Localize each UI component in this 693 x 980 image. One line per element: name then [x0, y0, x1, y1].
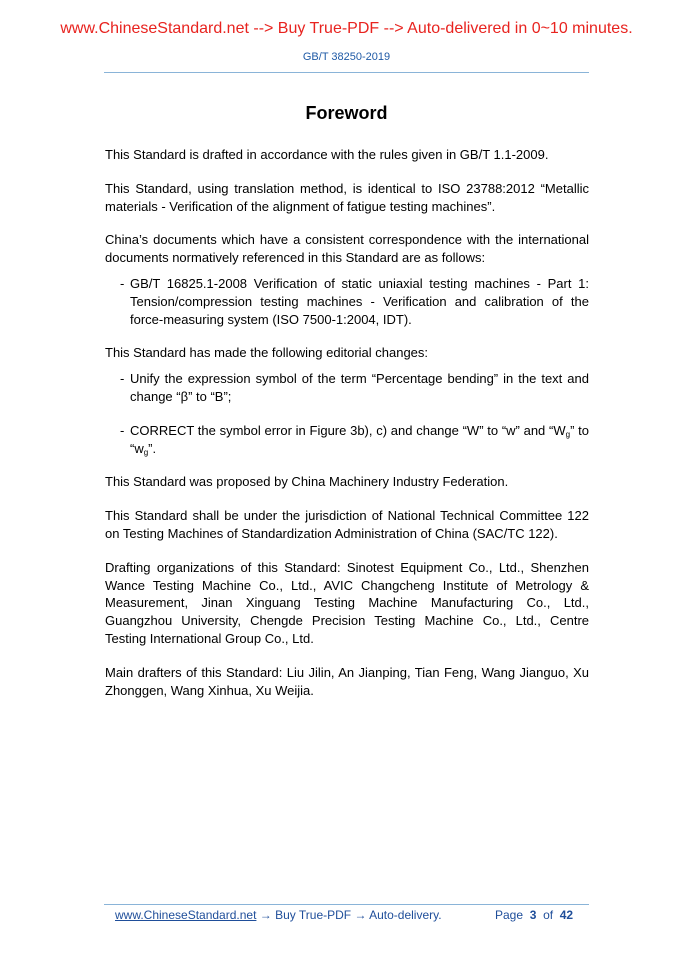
list-dash: -	[120, 422, 125, 438]
paragraph-drafting-rules: This Standard is drafted in accordance with the rules given in GB/T 1.1-2009.	[105, 147, 549, 162]
reference-text: GB/T 16825.1-2008 Verification of static uniaxial testing machines - Part 1: Tension/compression testing machines - Verification and calibration of the force-measuring system (ISO 7500-1:2004, IDT).	[130, 275, 589, 327]
footer-website-link[interactable]: www.ChineseStandard.net	[115, 908, 257, 922]
paragraph-identical-iso: This Standard, using translation method, is identical to ISO 23788:2012 “Metallic materials - Verification of the alignment of fatigue testing machines”.	[105, 180, 589, 214]
page-total: 42	[559, 908, 574, 922]
page-title: Foreword	[305, 103, 388, 123]
page-indicator: Page 3 of 42	[495, 908, 574, 922]
paragraph-drafting-organizations: Drafting organizations of this Standard: Sinotest Equipment Co., Ltd., Shenzhen Wance Testing Machine Co., Ltd., AVIC Changcheng Institute of Metrology & Measurement, Jinan Xinguang Testing Machine Manufacturing Co., Ltd., Guangzhou University, Chengde Precision Testing Machine Co., Ltd., Centre Testing International Group Co., Ltd.	[105, 559, 589, 646]
footer-divider	[104, 904, 589, 905]
list-dash: -	[120, 371, 125, 387]
top-banner[interactable]: www.ChineseStandard.net --> Buy True-PDF --> Auto-delivered in 0~10 minutes.	[60, 20, 633, 37]
list-item-change-2	[105, 422, 589, 458]
paragraph-editorial-changes: This Standard has made the following editorial changes:	[105, 345, 429, 361]
list-dash: -	[120, 275, 125, 291]
change-1-text: Unify the expression symbol of the term “Percentage bending” in the text and change “β” to “B”;	[130, 371, 589, 404]
header-divider	[104, 72, 589, 73]
footer-promo	[115, 908, 442, 923]
paragraph-proposed-by: This Standard was proposed by China Machinery Industry Federation.	[105, 474, 509, 490]
paragraph-jurisdiction: This Standard shall be under the jurisdiction of National Technical Committee 122 on Testing Machines of Standardization Administration of China (SAC/TC 122).	[105, 508, 589, 541]
paragraph-main-drafters: Main drafters of this Standard: Liu Jilin, An Jianping, Tian Feng, Wang Jianguo, Xu Zhonggen, Wang Xinhua, Xu Weijia.	[105, 664, 589, 698]
footer-tail-text: → Buy True-PDF → Auto-delivery.	[256, 908, 442, 922]
document-number: GB/T 38250-2019	[302, 51, 391, 63]
list-item-reference	[105, 275, 589, 328]
paragraph-correspondence: China’s documents which have a consistent correspondence with the international documents normatively referenced in this Standard are as follows:	[105, 232, 589, 266]
document-body	[105, 146, 589, 715]
page-current: 3	[529, 908, 537, 922]
list-item-change-1	[105, 370, 589, 406]
change-2-text: CORRECT the symbol error in Figure 3b), c) and change “W” to “w” and “$W_g$” to “$w_g$”.	[130, 422, 589, 457]
